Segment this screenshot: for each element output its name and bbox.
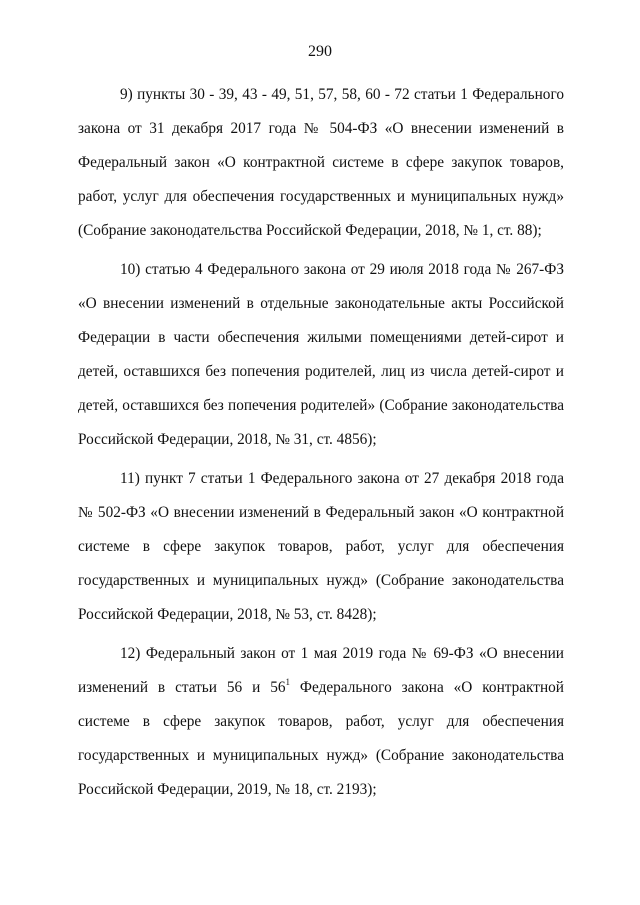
list-item-12	[78, 637, 564, 807]
list-item-10: 10) статью 4 Федерального закона от 29 июля 2018 года № 267-ФЗ «О внесении изменений в отдельные законодательные акты Российской Федерации в части обеспечения жилыми помещениями детей-сирот и детей, оставшихся без попечения родителей, лиц из числа детей-сирот и детей, оставшихся без попечения родителей» (Собрание законодательства Российской Федерации, 2018, № 31, ст. 4856);	[78, 261, 564, 448]
superscript-index: 1	[285, 676, 290, 687]
list-item-11: 11) пункт 7 статьи 1 Федерального закона от 27 декабря 2018 года № 502-ФЗ «О внесении изменений в Федеральный закон «О контрактной системе в сфере закупок товаров, работ, услуг для обеспечения государственных и муниципальных нужд» (Собрание законодательства Российской Федерации, 2018, № 53, ст. 8428);	[78, 470, 564, 623]
page-number: 290	[308, 43, 332, 60]
list-item-12-text-end: Федерального закона «О контрактной системе в сфере закупок товаров, работ, услуг для обеспечения государственных и муниципальных нужд» (Собрание законодательства Российской Федерации, 2019, № 18, ст. 2193);	[78, 679, 564, 798]
list-item-9: 9) пункты 30 - 39, 43 - 49, 51, 57, 58, 60 - 72 статьи 1 Федерального закона от 31 декабря 2017 года № 504-ФЗ «О внесении изменений в Федеральный закон «О контрактной системе в сфере закупок товаров, работ, услуг для обеспечения государственных и муниципальных нужд» (Собрание законодательства Российской Федерации, 2018, № 1, ст. 88);	[78, 86, 564, 239]
document-body	[78, 78, 564, 812]
list-item-12-text-start: 12) Федеральный закон от 1 мая 2019 года № 69-ФЗ «О внесении изменений в статьи 56 и 56	[78, 645, 564, 696]
